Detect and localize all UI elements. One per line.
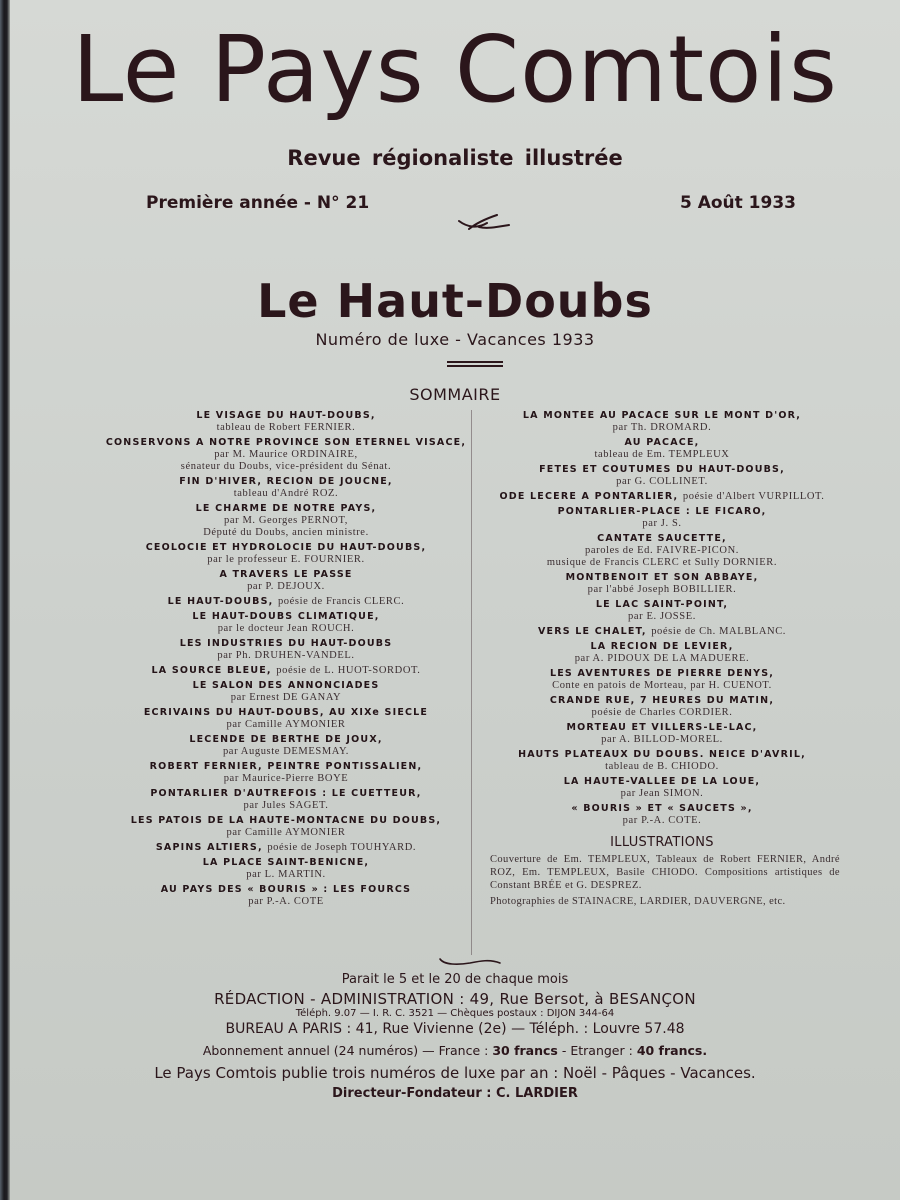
entry-author-line: par Auguste DEMESMAY. (222, 746, 350, 757)
entry-author-line: par Maurice-Pierre BOYE (223, 773, 349, 784)
contents-entry (98, 665, 474, 677)
entry-title-text: HAUTS PLATEAUX DU DOUBS. NEICE D'AVRIL, (518, 749, 806, 760)
entry-title-text: LES INDUSTRIES DU HAUT-DOUBS (179, 638, 393, 649)
entry-title-text: MORTEAU ET VILLERS-LE-LAC, (566, 722, 758, 733)
france-price: 30 francs (492, 1043, 558, 1058)
contents-entry (470, 464, 854, 488)
entry-author-line: par A. BILLOD-MOREL. (601, 734, 723, 745)
entry-title (98, 542, 474, 554)
entry-title (98, 569, 474, 581)
entry-title (98, 437, 474, 449)
entry-title (98, 665, 474, 677)
entry-title-text: LE HAUT-DOUBS, (167, 596, 274, 607)
contents-entry (470, 722, 854, 746)
contents-entry (470, 626, 854, 638)
luxury-issues-note: Le Pays Comtois publie trois numéros de luxe par an : Noël - Pâques - Vacances. (154, 1064, 756, 1082)
paris-office: BUREAU A PARIS : 41, Rue Vivienne (2e) — Téléph. : Louvre 57.48 (225, 1021, 685, 1037)
contents-entry (98, 788, 474, 812)
entry-title (98, 611, 474, 623)
entry-title-text: LA SOURCE BLEUE, (151, 665, 272, 676)
entry-author-inline: poésie de Francis CLERC. (277, 596, 405, 607)
contents-entry (98, 611, 474, 635)
entry-author-line: tableau d'André ROZ. (233, 488, 339, 499)
entry-title (98, 857, 474, 869)
entry-author-line: par Ph. DRUHEN-VANDEL. (217, 650, 355, 661)
contents-entry (470, 668, 854, 692)
entry-title-text: CRANDE RUE, 7 HEURES DU MATIN, (549, 695, 775, 706)
entry-title-text: CONSERVONS A NOTRE PROVINCE SON ETERNEL VISACE, (105, 437, 467, 448)
illustrations-credits (470, 850, 854, 908)
entry-title-text: LES AVENTURES DE PIERRE DENYS, (549, 668, 775, 679)
contents-entry (98, 503, 474, 539)
contents-entry (98, 857, 474, 881)
entry-title (470, 506, 854, 518)
entry-author-line: par Ernest DE GANAY (230, 692, 342, 703)
contents-entry (98, 542, 474, 566)
entry-title-text: LE SALON DES ANNONCIADES (192, 680, 380, 691)
entry-author-line: par M. Georges PERNOT, (224, 515, 348, 526)
entry-title-text: « BOURIS » ET « SAUCETS », (571, 803, 753, 814)
entry-title-text: AU PAYS DES « BOURIS » : LES FOURCS (160, 884, 412, 895)
foreign-price: 40 francs. (636, 1043, 708, 1058)
entry-title-text: ECRIVAINS DU HAUT-DOUBS, AU XIXe SIECLE (143, 707, 429, 718)
flourish-ornament-icon (457, 213, 511, 235)
entry-title-text: LE LAC SAINT-POINT, (595, 599, 729, 610)
entry-title (470, 533, 854, 545)
entry-title-text: PONTARLIER-PLACE : LE FICARO, (557, 506, 767, 517)
contents-heading: SOMMAIRE (409, 385, 501, 404)
entry-author-line: par P.-A. COTE (248, 896, 324, 907)
entry-author-line: tableau de B. CHIODO. (605, 761, 719, 772)
entry-title-text: PONTARLIER D'AUTREFOIS : LE CUETTEUR, (150, 788, 422, 799)
entry-title-text: LE HAUT-DOUBS CLIMATIQUE, (192, 611, 380, 622)
contents-entry (98, 476, 474, 500)
entry-title-text: ODE LECERE A PONTARLIER, (499, 491, 679, 502)
entry-author-line: tableau de Em. TEMPLEUX (594, 449, 730, 460)
contents-entry (470, 437, 854, 461)
entry-author-line: par E. JOSSE. (628, 611, 696, 622)
contents-entry (98, 410, 474, 434)
entry-title (470, 410, 854, 422)
contents-entry (98, 707, 474, 731)
entry-title-text: A TRAVERS LE PASSE (219, 569, 353, 580)
contents-entry (470, 533, 854, 569)
issue-date: 5 Août 1933 (679, 193, 796, 213)
entry-title (98, 842, 474, 854)
entry-author-line: Député du Doubs, ancien ministre. (203, 527, 369, 538)
entry-title-text: LE VISAGE DU HAUT-DOUBS, (196, 410, 376, 421)
entry-title-text: MONTBENOIT ET SON ABBAYE, (565, 572, 759, 583)
subscription-prefix: Abonnement annuel (24 numéros) — France : (202, 1043, 489, 1058)
contents-entry (98, 761, 474, 785)
contents-entry (98, 569, 474, 593)
entry-title-text: LECENDE DE BERTHE DE JOUX, (189, 734, 383, 745)
entry-title-text: LA HAUTE-VALLEE DE LA LOUE, (563, 776, 761, 787)
masthead-subtitle: Revue régionaliste illustrée (287, 146, 623, 170)
entry-title-text: AU PACACE, (624, 437, 700, 448)
entry-title (98, 707, 474, 719)
contents-entry (470, 491, 854, 503)
entry-author-line: par l'abbé Joseph BOBILLIER. (587, 584, 737, 595)
issue-title: Le Haut-Doubs (257, 274, 653, 328)
entry-title (98, 680, 474, 692)
issue-number: Première année - N° 21 (146, 193, 370, 213)
subscription-info (10, 1043, 900, 1058)
contents-entry (98, 815, 474, 839)
contents-entry (470, 506, 854, 530)
entry-title-text: CEOLOCIE ET HYDROLOCIE DU HAUT-DOUBS, (145, 542, 427, 553)
entry-author-line: sénateur du Doubs, vice-président du Sénat. (180, 461, 392, 472)
entry-author-inline: poésie d'Albert VURPILLOT. (682, 491, 825, 502)
contents-right-column (470, 410, 854, 911)
entry-author-line: paroles de Ed. FAIVRE-PICON. (585, 545, 739, 556)
director-founder: Directeur-Fondateur : C. LARDIER (332, 1086, 578, 1101)
redaction-address: RÉDACTION - ADMINISTRATION : 49, Rue Bersot, à BESANÇON (214, 990, 696, 1008)
illustrations-heading: ILLUSTRATIONS (610, 835, 714, 850)
illustrations-paragraph: Photographies de STAINACRE, LARDIER, DAUVERGNE, etc. (490, 896, 786, 907)
entry-title (98, 788, 474, 800)
entry-author-line: par P.-A. COTE. (622, 815, 702, 826)
entry-title (98, 761, 474, 773)
contents-entry (470, 641, 854, 665)
contents-entry (98, 842, 474, 854)
entry-author-line: par Th. DROMARD. (612, 422, 712, 433)
contents-entry (470, 776, 854, 800)
contents-entry (98, 734, 474, 758)
contents-entry (98, 638, 474, 662)
contents-entry (470, 749, 854, 773)
entry-title-text: LE CHARME DE NOTRE PAYS, (195, 503, 377, 514)
entry-title (470, 599, 854, 611)
entry-author-line: par G. COLLINET. (616, 476, 708, 487)
entry-title (470, 491, 854, 503)
entry-title (470, 695, 854, 707)
entry-author-line: Conte en patois de Morteau, par H. CUENOT. (552, 680, 772, 691)
entry-title (98, 596, 474, 608)
entry-title (470, 464, 854, 476)
subscription-mid: - Etranger : (561, 1043, 633, 1058)
entry-title (470, 722, 854, 734)
contents-right-list (470, 410, 854, 827)
entry-author-line: par M. Maurice ORDINAIRE, (214, 449, 358, 460)
entry-title-text: FETES ET COUTUMES DU HAUT-DOUBS, (539, 464, 785, 475)
contents-entry (98, 884, 474, 908)
publication-frequency: Parait le 5 et le 20 de chaque mois (341, 972, 569, 987)
entry-title (98, 815, 474, 827)
entry-title-text: CANTATE SAUCETTE, (597, 533, 727, 544)
entry-author-inline: poésie de L. HUOT-SORDOT. (276, 665, 421, 676)
magazine-cover-page (10, 0, 900, 1200)
entry-title (98, 734, 474, 746)
contents-entry (470, 695, 854, 719)
entry-author-line: par le docteur Jean ROUCH. (217, 623, 355, 634)
entry-title (98, 884, 474, 896)
contents-left-column (98, 410, 474, 911)
issue-subtitle: Numéro de luxe - Vacances 1933 (315, 330, 595, 349)
entry-title-text: ROBERT FERNIER, PEINTRE PONTISSALIEN, (149, 761, 423, 772)
contents-entry (470, 599, 854, 623)
entry-title-text: LA PLACE SAINT-BENICNE, (202, 857, 370, 868)
entry-author-line: par L. MARTIN. (246, 869, 326, 880)
entry-title (470, 749, 854, 761)
contents-entry (470, 410, 854, 434)
entry-title-text: SAPINS ALTIERS, (155, 842, 263, 853)
double-rule-divider (447, 361, 503, 367)
entry-title-text: LES PATOIS DE LA HAUTE-MONTACNE DU DOUBS, (130, 815, 442, 826)
entry-author-line: par Camille AYMONIER (226, 719, 346, 730)
entry-author-line: par J. S. (642, 518, 682, 529)
entry-author-line: par Camille AYMONIER (226, 827, 346, 838)
entry-title-text: LA RECION DE LEVIER, (590, 641, 734, 652)
bottom-flourish-icon (438, 955, 502, 969)
entry-author-line: par P. DEJOUX. (247, 581, 325, 592)
entry-author-line: poésie de Charles CORDIER. (591, 707, 733, 718)
entry-title (470, 626, 854, 638)
illustrations-paragraph: Couverture de Em. TEMPLEUX, Tableaux de Robert FERNIER, André ROZ, Em. TEMPLEUX, Basile CHIODO. Compositions artistiques de Constant BRÉE et G. DESPREZ. (490, 854, 840, 891)
entry-title (470, 641, 854, 653)
contents-entry (98, 680, 474, 704)
entry-author-line: par le professeur E. FOURNIER. (207, 554, 365, 565)
entry-title (470, 572, 854, 584)
entry-author-line: musique de Francis CLERC et Sully DORNIER. (546, 557, 778, 568)
entry-author-line: par A. PIDOUX DE LA MADUERE. (574, 653, 750, 664)
contents-entry (98, 596, 474, 608)
entry-title (470, 437, 854, 449)
entry-title (98, 503, 474, 515)
telephone-and-cheques: Téléph. 9.07 — I. R. C. 3521 — Chèques postaux : DIJON 344-64 (295, 1008, 615, 1019)
entry-title-text: FIN D'HIVER, RECION DE JOUCNE, (179, 476, 393, 487)
entry-author-line: par Jules SAGET. (243, 800, 329, 811)
entry-author-inline: poésie de Joseph TOUHYARD. (267, 842, 417, 853)
contents-entry (98, 437, 474, 473)
entry-title (98, 638, 474, 650)
entry-title (98, 410, 474, 422)
contents-entry (470, 803, 854, 827)
entry-title-text: LA MONTEE AU PACACE SUR LE MONT D'OR, (522, 410, 802, 421)
entry-title-text: VERS LE CHALET, (537, 626, 647, 637)
entry-author-line: tableau de Robert FERNIER. (216, 422, 356, 433)
entry-title (470, 668, 854, 680)
page-binding-edge (0, 0, 10, 1200)
entry-author-inline: poésie de Ch. MALBLANC. (651, 626, 787, 637)
masthead-title: Le Pays Comtois (72, 16, 838, 123)
entry-title (470, 803, 854, 815)
entry-author-line: par Jean SIMON. (620, 788, 704, 799)
contents-entry (470, 572, 854, 596)
entry-title (98, 476, 474, 488)
entry-title (470, 776, 854, 788)
